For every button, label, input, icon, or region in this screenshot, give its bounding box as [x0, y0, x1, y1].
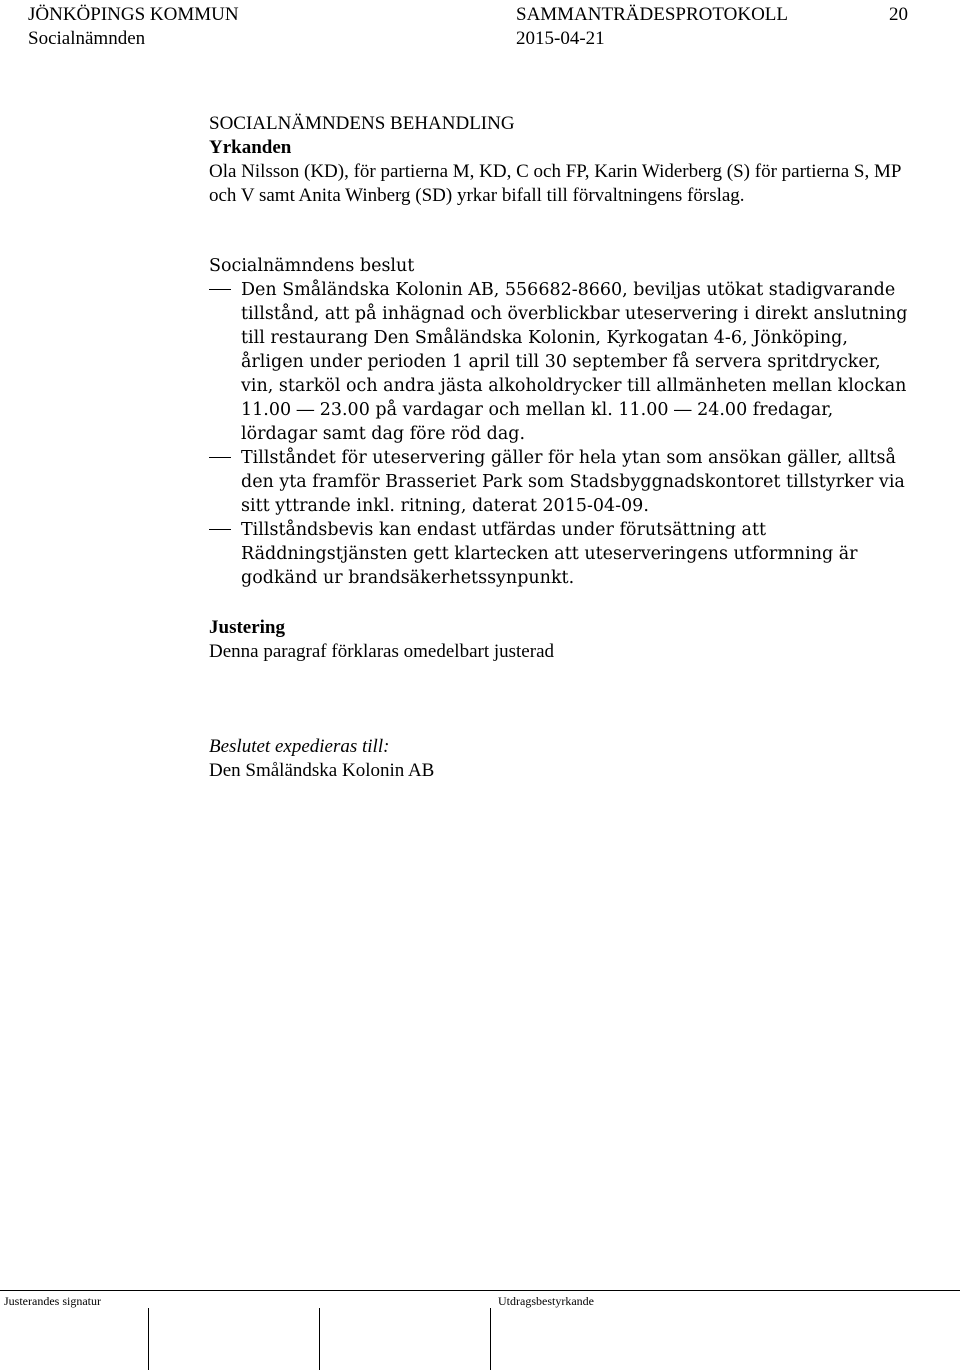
yrkanden-text: Ola Nilsson (KD), för partierna M, KD, C och FP, Karin Widerberg (S) för partierna S, MP och V samt Anita Winberg (SD) yrkar bifall till förvaltningens förslag. [209, 161, 901, 206]
meeting-date: 2015-04-21 [516, 28, 605, 49]
signature-box-divider [148, 1308, 149, 1370]
beslut-item [209, 518, 909, 590]
expediering-recipient: Den Småländska Kolonin AB [209, 760, 435, 781]
document-type: SAMMANTRÄDESPROTOKOLL [516, 4, 789, 25]
expediering-section [209, 735, 909, 783]
dash-bullet [209, 457, 231, 458]
footer-divider [0, 1290, 960, 1291]
beslut-item-text: Tillståndet för uteservering gäller för hela ytan som ansökan gäller, alltså den yta framför Brasseriet Park som Stadsbyggnadskontoret tillstyrker via sitt yttrande inkl. ritning, daterat 2015-04-09. [241, 448, 905, 516]
beslut-section [209, 254, 909, 590]
signature-label: Justerandes signatur [4, 1294, 101, 1308]
committee-name: Socialnämnden [28, 28, 146, 49]
behandling-section [209, 112, 909, 208]
behandling-heading: SOCIALNÄMNDENS BEHANDLING [209, 113, 515, 134]
justering-section [209, 616, 909, 664]
signature-box-divider [490, 1308, 491, 1370]
expediering-heading: Beslutet expedieras till: [209, 736, 390, 757]
dash-bullet [209, 289, 231, 290]
beslut-heading: Socialnämndens beslut [209, 256, 415, 276]
org-name: JÖNKÖPINGS KOMMUN [28, 4, 239, 25]
dash-bullet [209, 529, 231, 530]
page-number: 20 [889, 4, 908, 25]
beslut-item [209, 278, 909, 446]
justering-text: Denna paragraf förklaras omedelbart justerad [209, 641, 554, 662]
extract-label: Utdragsbestyrkande [498, 1294, 594, 1308]
beslut-item-text: Den Småländska Kolonin AB, 556682-8660, beviljas utökat stadigvarande tillstånd, att på inhägnad och överblickbar uteservering i direkt anslutning till restaurang Den Småländska Kolonin, Kyrkogatan 4-6, Jönköping, årligen under perioden 1 april till 30 september få servera spritdrycker, vin, starköl och andra jästa alkoholdrycker till allmänheten mellan klockan 11.00 ― 23.00 på vardagar och mellan kl. 11.00 ― 24.00 fredagar, lördagar samt dag före röd dag. [241, 280, 908, 444]
beslut-item [209, 446, 909, 518]
yrkanden-heading: Yrkanden [209, 137, 292, 158]
beslut-item-text: Tillståndsbevis kan endast utfärdas under förutsättning att Räddningstjänsten gett klartecken att uteserveringens utformning är godkänd ur brandsäkerhetssynpunkt. [241, 520, 858, 588]
signature-box-divider [319, 1308, 320, 1370]
justering-heading: Justering [209, 617, 285, 638]
